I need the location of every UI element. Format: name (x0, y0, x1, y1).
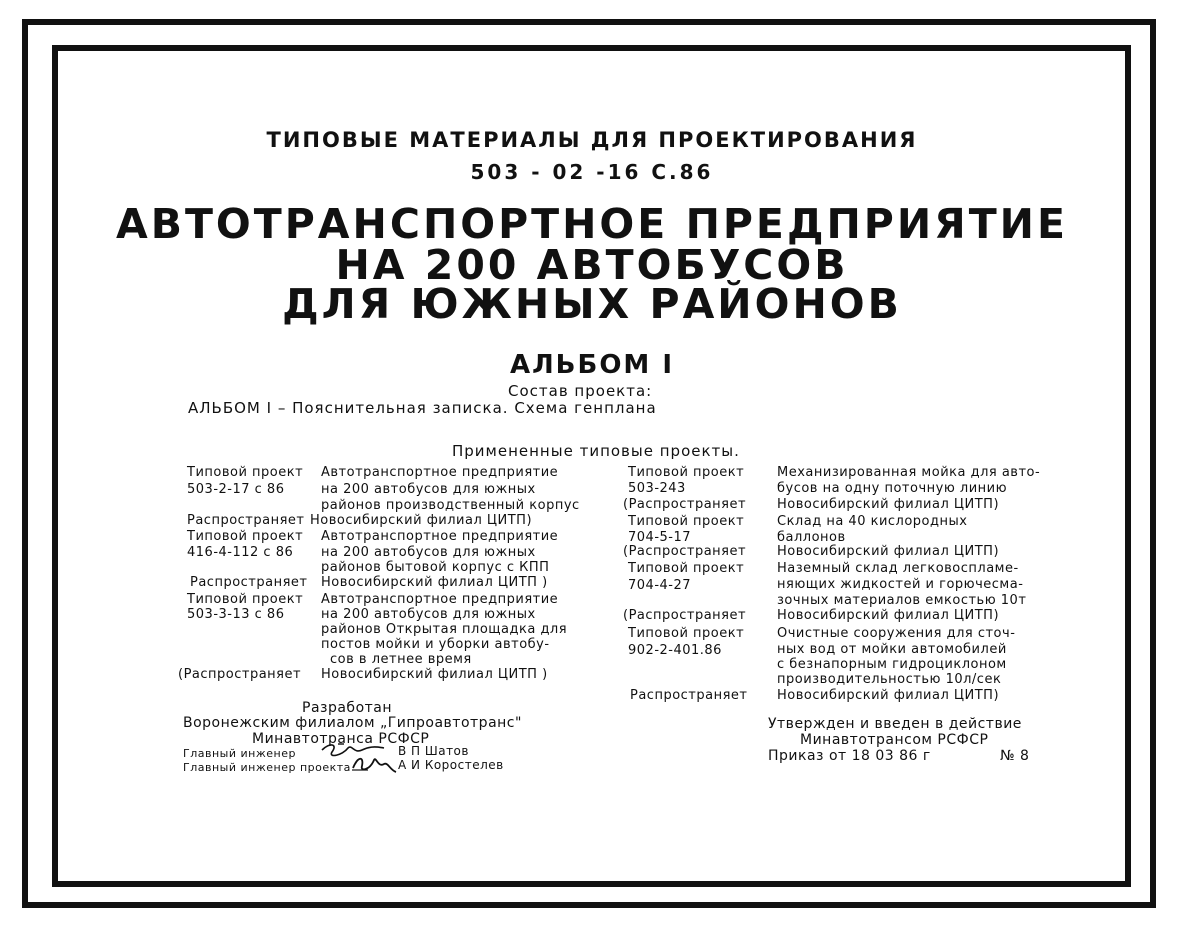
distributor-name: Новосибирский филиал ЦИТП) (310, 513, 533, 528)
approval-line-2: Минавтотрансом РСФСР (800, 732, 989, 748)
project-label: Типовой проект (628, 626, 745, 641)
project-desc-line: Склад на 40 кислородных (777, 514, 968, 529)
series-title: ТИПОВЫЕ МАТЕРИАЛЫ ДЛЯ ПРОЕКТИРОВАНИЯ (266, 128, 918, 152)
chief-engineer-label: Главный инженер (183, 747, 296, 760)
project-desc-line: районов Открытая площадка для (321, 622, 568, 637)
document-code: 503 - 02 -16 С.86 (470, 160, 714, 184)
project-desc-line: баллонов (777, 530, 846, 545)
project-desc-line: сов в летнее время (330, 652, 472, 667)
distributor-name: Новосибирский филиал ЦИТП) (777, 544, 1000, 559)
project-label: Типовой проект (187, 465, 304, 480)
distributor-label: (Распространяет (623, 544, 747, 559)
approval-order: Приказ от 18 03 86 г (768, 748, 931, 764)
project-engineer-name: А И Коростелев (398, 758, 504, 772)
project-code: 704-4-27 (628, 578, 692, 593)
distributor-label: Распространяет (190, 575, 308, 590)
distributor-name: Новосибирский филиал ЦИТП) (777, 688, 1000, 703)
project-label: Типовой проект (187, 529, 304, 544)
project-label: Типовой проект (628, 561, 745, 576)
project-desc-line: на 200 автобусов для южных (321, 545, 536, 560)
distributor-name: Новосибирский филиал ЦИТП) (777, 608, 1000, 623)
approval-line-1: Утвержден и введен в действие (768, 716, 1022, 732)
project-desc-line: Автотранспортное предприятие (321, 465, 559, 480)
project-desc-line: Очистные сооружения для сточ- (777, 626, 1016, 641)
main-title-line-2: НА 200 АВТОБУСОВ (335, 241, 849, 289)
developer-label: Разработан (302, 700, 393, 716)
distributor-label: Распространяет (187, 513, 305, 528)
project-code: 416-4-112 с 86 (187, 545, 294, 560)
project-desc-line: Автотранспортное предприятие (321, 592, 559, 607)
project-desc-line: с безнапорным гидроциклоном (777, 657, 1007, 672)
project-label: Типовой проект (628, 465, 745, 480)
project-desc-line: производительностью 10л/сек (777, 672, 1002, 687)
project-desc-line: районов бытовой корпус с КПП (321, 560, 550, 575)
project-desc-line: зочных материалов емкостью 10т (777, 593, 1027, 608)
project-desc-line: няющих жидкостей и горючесма- (777, 577, 1024, 592)
developer-ministry: Минавтотранса РСФСР (252, 731, 430, 747)
distributor-label: (Распространяет (623, 497, 747, 512)
project-desc-line: бусов на одну поточную линию (777, 481, 1008, 496)
project-desc-line: Автотранспортное предприятие (321, 529, 559, 544)
project-desc-line: на 200 автобусов для южных (321, 607, 536, 622)
distributor-label: Распространяет (630, 688, 748, 703)
distributor-label: (Распространяет (623, 608, 747, 623)
project-code: 704-5-17 (628, 530, 692, 545)
distributor-label: (Распространяет (178, 667, 302, 682)
album-title: АЛЬБОМ I (509, 350, 675, 380)
project-label: Типовой проект (628, 514, 745, 529)
distributor-name: Новосибирский филиал ЦИТП ) (321, 575, 548, 590)
main-title-line-1: АВТОТРАНСПОРТНОЕ ПРЕДПРИЯТИЕ (115, 200, 1068, 248)
chief-engineer-name: В П Шатов (398, 744, 469, 758)
project-desc-line: Наземный склад легковоспламе- (777, 561, 1019, 576)
approval-order-number: № 8 (1000, 748, 1030, 764)
main-title-line-3: ДЛЯ ЮЖНЫХ РАЙОНОВ (282, 280, 902, 328)
project-code: 503-3-13 с 86 (187, 607, 285, 622)
project-code: 503-243 (628, 481, 686, 496)
project-label: Типовой проект (187, 592, 304, 607)
project-code: 503-2-17 с 86 (187, 482, 285, 497)
project-desc-line: постов мойки и уборки автобу- (321, 637, 550, 652)
distributor-name: Новосибирский филиал ЦИТП) (777, 497, 1000, 512)
project-engineer-signature-icon (350, 750, 400, 776)
project-desc-line: районов производственный корпус (321, 498, 580, 513)
project-desc-line: на 200 автобусов для южных (321, 482, 536, 497)
applied-projects-heading: Примененные типовые проекты. (452, 442, 740, 460)
project-desc-line: ных вод от мойки автомобилей (777, 642, 1007, 657)
project-desc-line: Механизированная мойка для авто- (777, 465, 1041, 480)
developer-org: Воронежским филиалом „Гипроавтотранс" (183, 715, 522, 731)
distributor-name: Новосибирский филиал ЦИТП ) (321, 667, 548, 682)
composition-label: Состав проекта: (508, 382, 653, 400)
composition-item: АЛЬБОМ I – Пояснительная записка. Схема генплана (188, 399, 657, 417)
project-engineer-label: Главный инженер проекта (183, 761, 351, 774)
project-code: 902-2-401.86 (628, 643, 722, 658)
